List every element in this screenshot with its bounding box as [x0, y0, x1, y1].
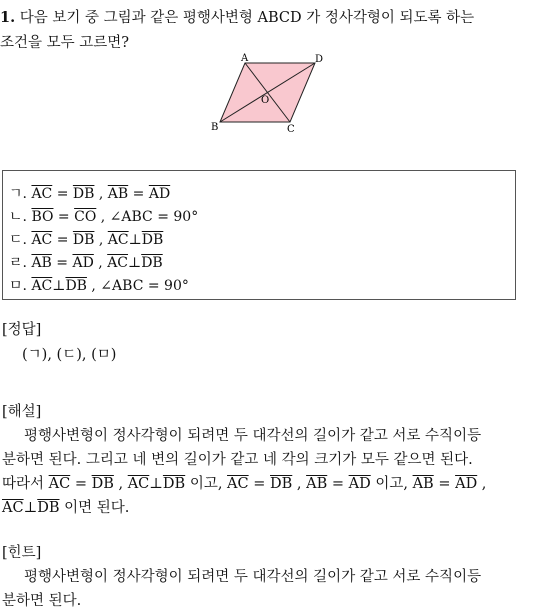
- option-5: ㅁ. $\overline{AC}\perp\overline{DB}$ , ∠ABC = 90°: [9, 278, 189, 294]
- hint-line-1: 평행사변형이 정사각형이 되려면 두 대각선의 길이가 같고 서로 수직이등: [24, 569, 482, 585]
- option-marker: ㄹ.: [9, 255, 27, 271]
- label-o: O: [261, 95, 270, 106]
- explanation-heading: [해설]: [2, 404, 42, 420]
- option-1: ㄱ. $\overline{AC} = \overline{DB}$ , $\overline{AB} = \overline{AD}$: [9, 186, 171, 202]
- option-2: ㄴ. $\overline{BO} = \overline{CO}$ , ∠ABC = 90°: [9, 209, 199, 225]
- option-marker: ㄷ.: [9, 232, 27, 248]
- question-text-2: 조건을 모두 고르면?: [0, 35, 130, 51]
- label-c: C: [287, 124, 295, 135]
- explanation-line-1: 평행사변형이 정사각형이 되려면 두 대각선의 길이가 같고 서로 수직이등: [24, 428, 482, 444]
- explanation-line-4: $\overline{AC}\perp\overline{DB}$ 이면 된다.: [2, 500, 130, 516]
- parallelogram-figure: [205, 52, 335, 142]
- question-text-1: 다음 보기 중 그림과 같은 평행사변형 ABCD 가 정사각형이 되도록 하는: [19, 10, 475, 26]
- hint-line-2: 분하면 된다.: [2, 593, 82, 609]
- question-line-1: [0, 6, 474, 27]
- explanation-line-3: 따라서 $\overline{AC} = \overline{DB}$ , $\overline{AC}\perp\overline{DB}$ 이고, $\overline{AC} = \overline{DB}$ , $\overline{AB} = \overline{AD}$ 이고, $\overline{AB} = \overline{AD}$ ,: [2, 476, 487, 492]
- label-a: A: [241, 53, 249, 64]
- hint-paragraph: [2, 565, 532, 613]
- hint-heading: [힌트]: [2, 545, 42, 561]
- label-b: B: [211, 122, 219, 133]
- options-box: [2, 170, 516, 300]
- option-marker: ㄴ.: [9, 209, 27, 225]
- answer-heading: [정답]: [2, 322, 42, 338]
- option-4: ㄹ. $\overline{AB} = \overline{AD}$ , $\overline{AC}\perp\overline{DB}$: [9, 255, 163, 271]
- question-line-2: [0, 31, 129, 52]
- option-marker: ㅁ.: [9, 278, 27, 294]
- question-number: 1.: [0, 9, 16, 26]
- option-3: ㄷ. $\overline{AC} = \overline{DB}$ , $\overline{AC}\perp\overline{DB}$: [9, 232, 164, 248]
- explanation-paragraph: [2, 424, 532, 520]
- answer-text: (ㄱ), (ㄷ), (ㅁ): [22, 347, 117, 363]
- explanation-line-2: 분하면 된다. 그리고 네 변의 길이가 같고 네 각의 크기가 모두 같으면 된다.: [2, 452, 473, 468]
- option-marker: ㄱ.: [9, 186, 27, 202]
- label-d: D: [315, 54, 324, 65]
